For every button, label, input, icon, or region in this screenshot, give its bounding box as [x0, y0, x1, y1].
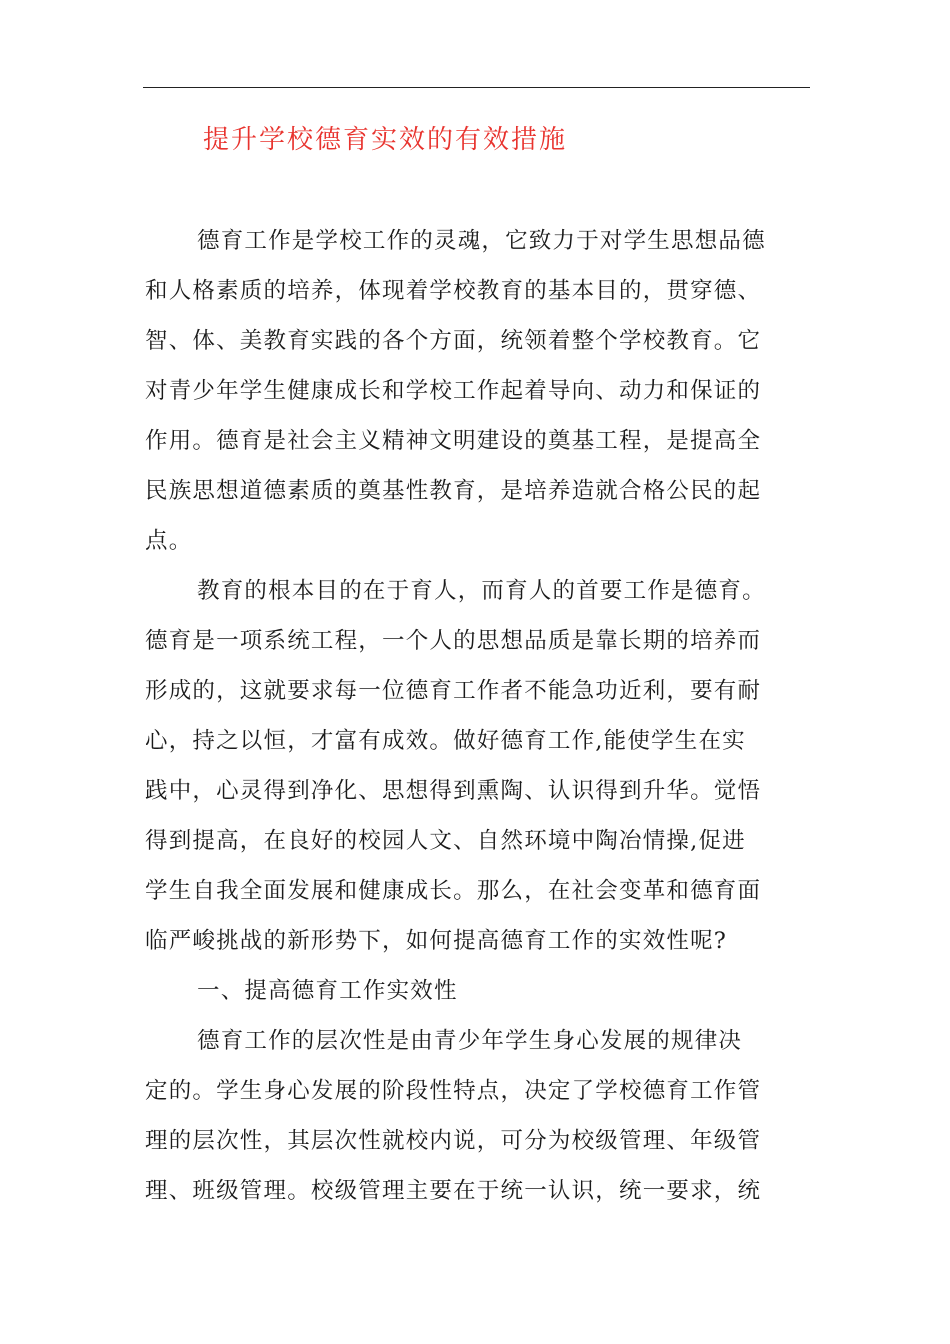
text-line: 一、提高德育工作实效性: [197, 978, 458, 1004]
text-line: 对青少年学生健康成长和学校工作起着导向、动力和保证的: [145, 378, 762, 404]
text-line: 得到提高，在良好的校园人文、自然环境中陶冶情操,促进: [145, 828, 746, 854]
text-line: 理、班级管理。校级管理主要在于统一认识，统一要求，统: [145, 1178, 762, 1204]
text-line: 形成的，这就要求每一位德育工作者不能急功近利，要有耐: [145, 678, 762, 704]
document-body: [145, 218, 807, 1218]
document-title: 提升学校德育实效的有效措施: [203, 125, 568, 155]
text-line: 民族思想道德素质的奠基性教育，是培养造就合格公民的起: [145, 478, 762, 504]
text-line: 理的层次性，其层次性就校内说，可分为校级管理、年级管: [145, 1128, 762, 1154]
text-line: 定的。学生身心发展的阶段性特点，决定了学校德育工作管: [145, 1078, 762, 1104]
text-line: 临严峻挑战的新形势下，如何提高德育工作的实效性呢?: [145, 928, 728, 954]
header-rule: [143, 87, 810, 88]
text-line: 和人格素质的培养，体现着学校教育的基本目的，贯穿德、: [145, 278, 762, 304]
text-line: 践中，心灵得到净化、思想得到熏陶、认识得到升华。觉悟: [145, 778, 762, 804]
text-line: 点。: [145, 528, 193, 554]
text-line: 学生自我全面发展和健康成长。那么，在社会变革和德育面: [145, 878, 762, 904]
text-line: 德育工作是学校工作的灵魂，它致力于对学生思想品德: [197, 228, 766, 254]
text-line: 教育的根本目的在于育人，而育人的首要工作是德育。: [197, 578, 766, 604]
text-line: 德育是一项系统工程，一个人的思想品质是靠长期的培养而: [145, 628, 762, 654]
text-line: 作用。德育是社会主义精神文明建设的奠基工程，是提高全: [145, 428, 762, 454]
text-line: 德育工作的层次性是由青少年学生身心发展的规律决: [197, 1028, 743, 1054]
text-line: 心，持之以恒，才富有成效。做好德育工作,能使学生在实: [145, 728, 746, 754]
text-line: 智、体、美教育实践的各个方面，统领着整个学校教育。它: [145, 328, 762, 354]
